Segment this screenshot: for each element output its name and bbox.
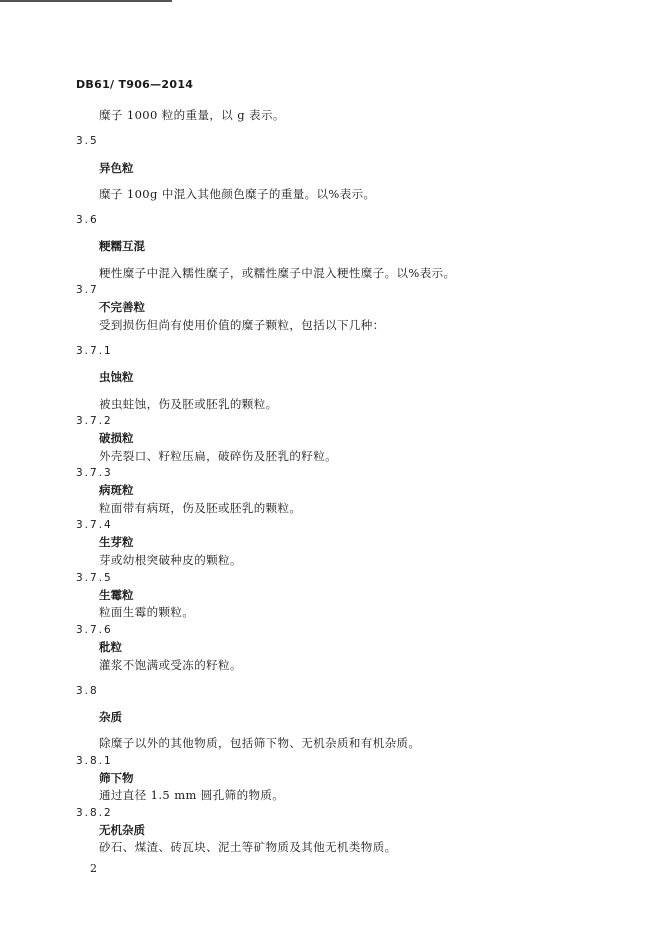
section-term: 破损粒 (99, 431, 134, 445)
section-number: 3.5 (76, 135, 99, 147)
section-term: 秕粒 (99, 640, 122, 654)
section-number: 3.7.4 (76, 519, 113, 531)
page-number: 2 (90, 862, 97, 875)
section-number: 3.7.5 (76, 572, 113, 584)
section-number: 3.7.2 (76, 415, 113, 427)
section-number: 3.7.3 (76, 467, 113, 479)
section-number: 3.7 (76, 284, 99, 296)
section-term: 虫蚀粒 (99, 370, 134, 384)
section-number: 3.8.2 (76, 807, 113, 819)
section-term: 异色粒 (99, 161, 134, 175)
section-definition: 除糜子以外的其他物质，包括筛下物、无机杂质和有机杂质。 (99, 736, 421, 750)
section-definition: 通过直径 1.5 mm 圆孔筛的物质。 (99, 788, 285, 802)
section-definition: 灌浆不饱满或受冻的籽粒。 (99, 658, 242, 672)
section-definition: 粒面带有病斑，伤及胚或胚乳的颗粒。 (99, 501, 302, 515)
section-term: 生芽粒 (99, 535, 134, 549)
section-definition: 糜子 100g 中混入其他颜色糜子的重量。以%表示。 (99, 187, 376, 201)
section-definition: 受到损伤但尚有使用价值的糜子颗粒，包括以下几种： (99, 318, 385, 332)
intro-text: 糜子 1000 粒的重量，以 g 表示。 (99, 108, 285, 122)
section-term: 无机杂质 (99, 823, 145, 837)
section-term: 杂质 (99, 710, 122, 724)
section-definition: 砂石、煤渣、砖瓦块、泥土等矿物质及其他无机类物质。 (99, 840, 397, 854)
section-term: 病斑粒 (99, 483, 134, 497)
section-number: 3.6 (76, 214, 99, 226)
section-definition: 粳性糜子中混入糯性糜子，或糯性糜子中混入粳性糜子。以%表示。 (99, 266, 456, 280)
document-code: DB61/ T906—2014 (76, 78, 194, 91)
section-number: 3.7.1 (76, 345, 113, 357)
section-definition: 芽或幼根突破种皮的颗粒。 (99, 553, 242, 567)
section-term: 筛下物 (99, 771, 134, 785)
section-definition: 粒面生霉的颗粒。 (99, 605, 195, 619)
section-term: 不完善粒 (99, 300, 145, 314)
section-number: 3.8 (76, 685, 99, 697)
top-rule (0, 0, 172, 2)
section-number: 3.7.6 (76, 624, 113, 636)
section-definition: 外壳裂口、籽粒压扁，破碎伤及胚乳的籽粒。 (99, 449, 337, 463)
section-number: 3.8.1 (76, 755, 113, 767)
section-term: 粳糯互混 (99, 239, 145, 253)
section-definition: 被虫蛀蚀，伤及胚或胚乳的颗粒。 (99, 397, 278, 411)
section-term: 生霉粒 (99, 588, 134, 602)
